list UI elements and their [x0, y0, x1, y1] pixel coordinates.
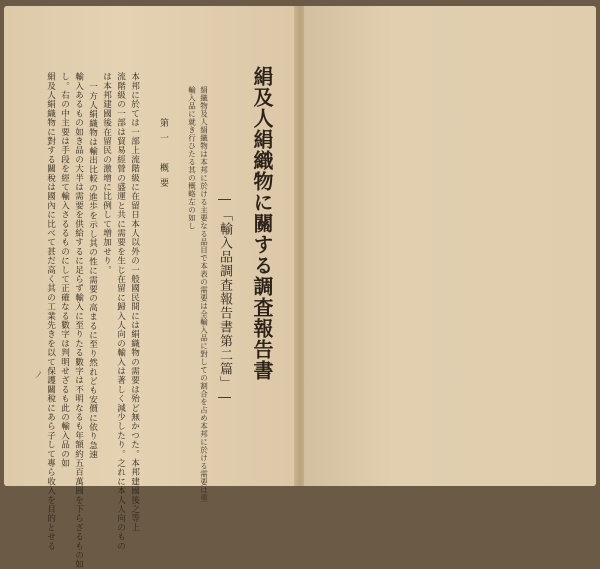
- body-line-7: 絹及人絹織物に對する關稅は國內に比べて甚だ高く其の工業先きを以て保護關稅にあら子して專ら收入を目的とせる: [45, 72, 56, 551]
- left-page: [4, 6, 296, 569]
- body-line-2: 流階級の一部は貿易經營の盛運と共に需要を生じ在留に歸入人向の輸入は著しく減少したり。之れに本人人向のもの: [115, 72, 126, 551]
- right-page: [304, 6, 596, 486]
- body-line-1: 本邦に於ては一部上流階級に在留日本人以外の一般國民間には絹織物の需要は殆ど無かつた。本邦建國後之等上: [129, 72, 140, 532]
- report-title: 絹及人絹織物に關する調査報告書: [250, 66, 274, 381]
- body-line-5: 輸入あるもの如き品の大半は需要を供給するに足らず輸入に至りたる數字は不明なるも年額約五百萬圓を下らざるもの如: [73, 72, 84, 569]
- report-subtitle: ―「輸入品調査報告書第二篇」―: [217, 192, 232, 406]
- book-spread: [4, 6, 596, 569]
- intro-note-line-1: 絹織物及人絹織物は本邦に於ける主要なる品目で本表の需要は全輸入品に對しての割合を占め本邦に於ける需要は重: [199, 86, 209, 502]
- body-line-4: 一方人絹織物は輸出比較の進歩を示し其の性に需要の高まるに至り然れども安價に依り急速: [87, 82, 98, 460]
- page-mark: ノ: [34, 371, 44, 381]
- body-line-6: し。右の中主要は手段を經て輸入さるるものにして正確なる數字は判明せざるも此の輸入品の如: [59, 72, 70, 468]
- body-line-3: は本邦建國後在留民の激增に比例して増加せり。: [101, 72, 112, 275]
- intro-note-line-2: 輸入品に就き行ひたる其の概略左の如し: [187, 86, 197, 230]
- section-heading: 第一 概要: [158, 118, 168, 193]
